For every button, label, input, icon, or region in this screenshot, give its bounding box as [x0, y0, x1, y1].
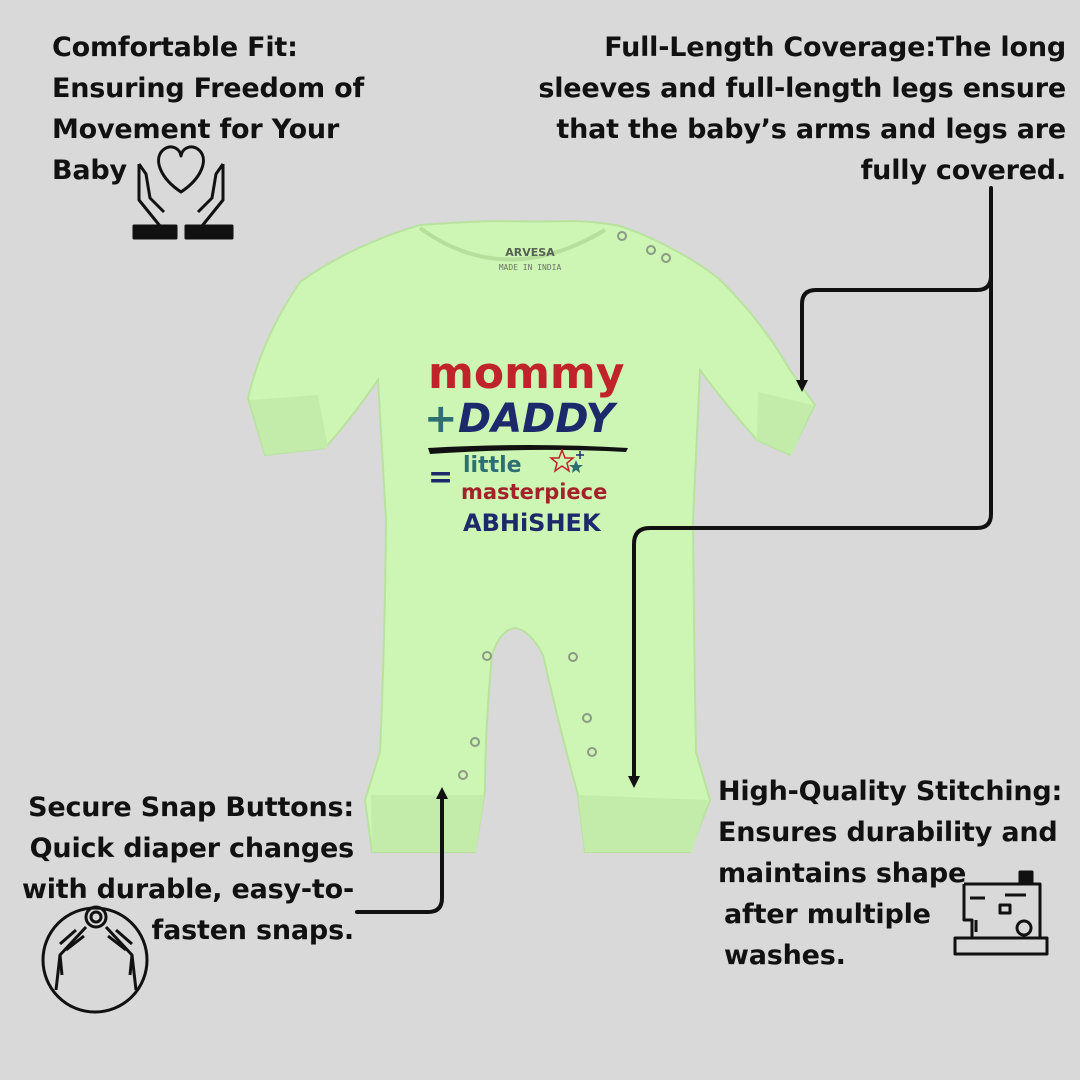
snaps-line-4: fasten snaps. — [151, 915, 354, 946]
print-masterpiece: masterpiece — [461, 480, 608, 504]
feature-secure-snap-buttons — [22, 787, 354, 951]
left-leg-cuff — [371, 795, 484, 852]
snaps-line-1: Secure Snap Buttons: — [28, 792, 354, 823]
snaps-line-3: with durable, easy-to- — [21, 874, 354, 905]
fit-line-2: Ensuring Freedom of — [52, 73, 365, 104]
coverage-connector-sleeve — [802, 188, 991, 382]
snaps-line-2: Quick diaper changes — [29, 833, 354, 864]
right-leg-cuff — [578, 795, 708, 852]
coverage-line-3: that the baby’s arms and legs are — [556, 114, 1066, 145]
stitch-line-5: washes. — [724, 940, 846, 971]
print-mommy: mommy — [428, 348, 625, 399]
feature-comfortable-fit — [52, 27, 364, 191]
coverage-line-1: Full-Length Coverage:The long — [604, 32, 1066, 63]
feature-high-quality-stitching — [718, 771, 1062, 976]
fit-line-1: Comfortable Fit: — [52, 32, 298, 63]
stitch-line-2: Ensures durability and — [718, 817, 1058, 848]
print-daddy: DADDY — [458, 396, 615, 442]
coverage-line-4: fully covered. — [860, 155, 1066, 186]
coverage-line-2: sleeves and full-length legs ensure — [538, 73, 1066, 104]
print-equals: = — [428, 460, 454, 495]
print-little: little — [463, 453, 522, 478]
stitch-line-4: after multiple — [724, 899, 931, 930]
print-name: ABHiSHEK — [463, 509, 601, 537]
fit-line-4: Baby — [52, 155, 127, 186]
print-plus: + — [424, 396, 458, 442]
stitch-line-3: maintains shape — [718, 858, 967, 889]
feature-full-length-coverage — [538, 27, 1066, 191]
brand-label: ARVESA — [505, 246, 555, 259]
fit-line-3: Movement for Your — [52, 114, 340, 145]
stitch-line-1: High-Quality Stitching: — [718, 776, 1063, 807]
brand-sub-label: MADE IN INDIA — [498, 263, 562, 272]
